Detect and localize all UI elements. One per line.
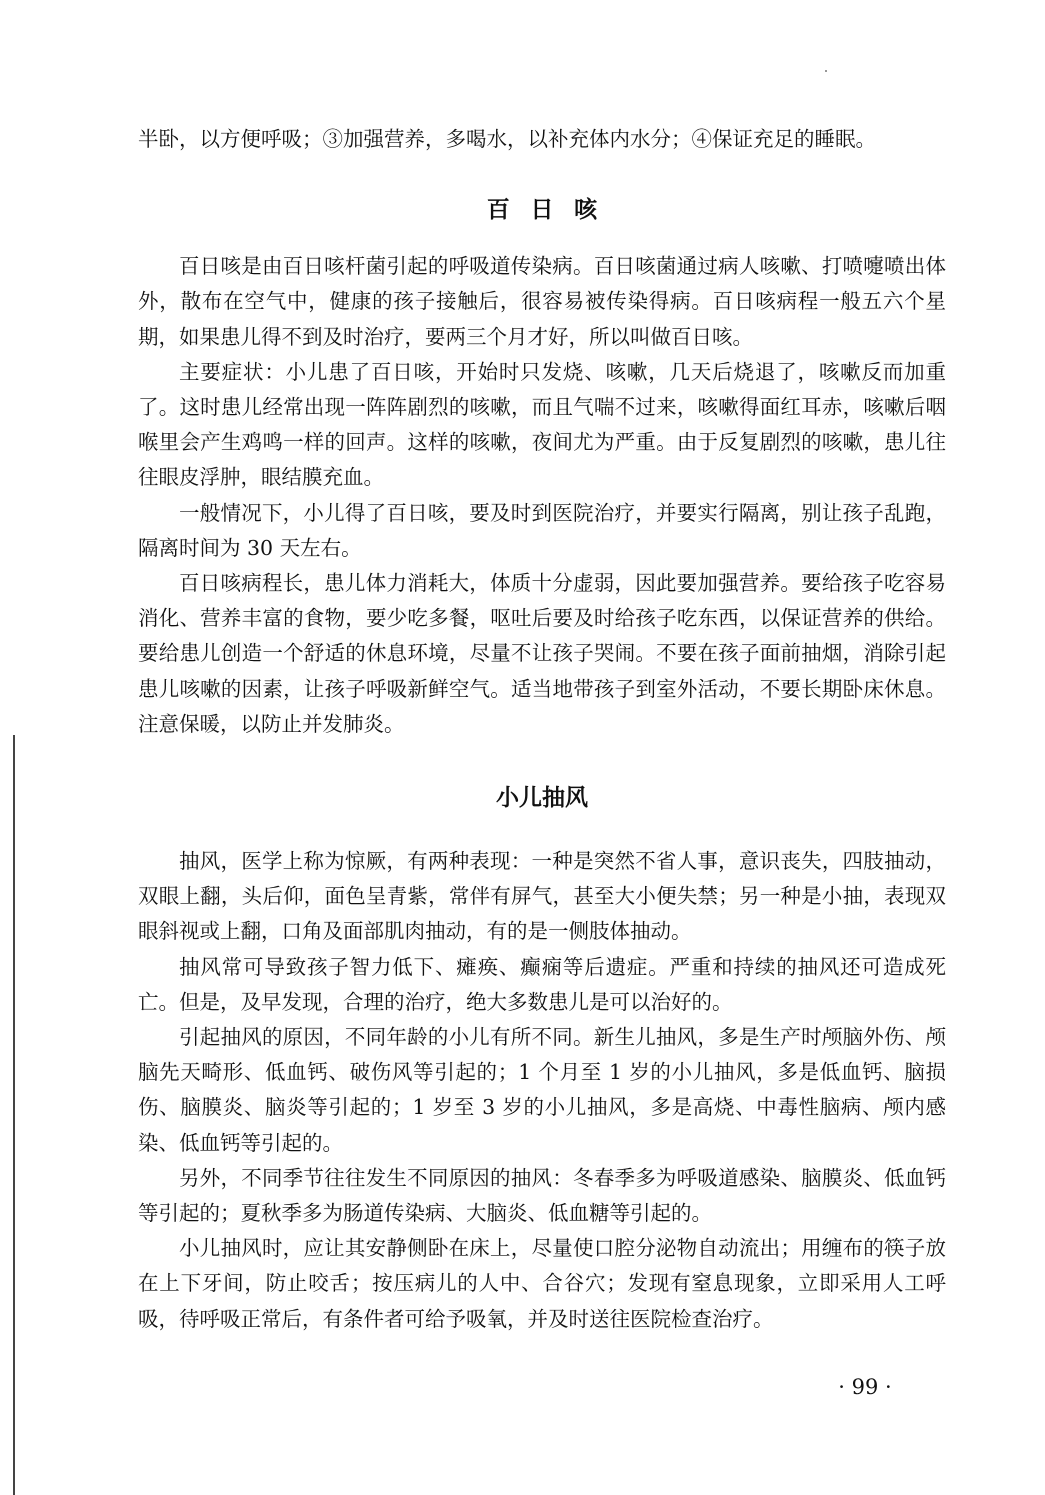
continued-paragraph: 半卧，以方便呼吸；③加强营养，多喝水，以补充体内水分；④保证充足的睡眠。 <box>138 127 876 151</box>
paragraph-pertussis-symptoms: 主要症状：小儿患了百日咳，开始时只发烧、咳嗽，几天后烧退了，咳嗽反而加重了。这时患儿经常出现一阵阵剧烈的咳嗽，而且气喘不过来，咳嗽得面红耳赤，咳嗽后咽喉里会产生鸡鸣一样的回声。这样的咳嗽，夜间尤为严重。由于反复剧烈的咳嗽，患儿往往眼皮浮肿，眼结膜充血。 <box>138 359 946 490</box>
paragraph-convulsion-causes-season: 另外，不同季节往往发生不同原因的抽风：冬春季多为呼吸道感染、脑膜炎、低血钙等引起的；夏秋季多为肠道传染病、大脑炎、低血糖等引起的。 <box>138 1165 946 1226</box>
paragraph-convulsion-definition: 抽风，医学上称为惊厥，有两种表现：一种是突然不省人事，意识丧失，四肢抽动，双眼上翻，头后仰，面色呈青紫，常伴有屏气，甚至大小便失禁；另一种是小抽，表现双眼斜视或上翻，口角及面部肌肉抽动，有的是一侧肢体抽动。 <box>138 849 946 944</box>
section-title-convulsion: 小儿抽风 <box>496 785 588 812</box>
paragraph-pertussis-intro: 百日咳是由百日咳杆菌引起的呼吸道传染病。百日咳菌通过病人咳嗽、打喷嚏喷出体外，散布在空气中，健康的孩子接触后，很容易被传染得病。百日咳病程一般五六个星期，如果患儿得不到及时治疗，要两三个月才好，所以叫做百日咳。 <box>138 254 946 349</box>
paragraph-convulsion-causes-age: 引起抽风的原因，不同年龄的小儿有所不同。新生儿抽风，多是生产时颅脑外伤、颅脑先天畸形、低血钙、破伤风等引起的；1 个月至 1 岁的小儿抽风，多是低血钙、脑损伤、脑膜炎、脑炎等引起的；1 岁至 3 岁的小儿抽风，多是高烧、中毒性脑病、颅内感染、低血钙等引起的。 <box>138 1025 946 1155</box>
section-title-pertussis: 百日咳 <box>486 197 618 224</box>
page-body <box>138 122 946 1337</box>
binding-edge-line <box>13 735 15 1495</box>
scan-speck <box>825 70 827 72</box>
paragraph-pertussis-care: 百日咳病程长，患儿体力消耗大，体质十分虚弱，因此要加强营养。要给孩子吃容易消化、营养丰富的食物，要少吃多餐，呕吐后要及时给孩子吃东西，以保证营养的供给。要给患儿创造一个舒适的休息环境，尽量不让孩子哭闹。不要在孩子面前抽烟，消除引起患儿咳嗽的因素，让孩子呼吸新鲜空气。适当地带孩子到室外活动，不要长期卧床休息。注意保暖，以防止并发肺炎。 <box>138 571 946 736</box>
page-number: · 99 · <box>838 1375 892 1399</box>
paragraph-convulsion-sequelae: 抽风常可导致孩子智力低下、瘫痪、癫痫等后遗症。严重和持续的抽风还可造成死亡。但是，及早发现，合理的治疗，绝大多数患儿是可以治好的。 <box>138 954 946 1014</box>
paragraph-pertussis-isolation: 一般情况下，小儿得了百日咳，要及时到医院治疗，并要实行隔离，别让孩子乱跑，隔离时间为 30 天左右。 <box>138 500 946 560</box>
paragraph-convulsion-first-aid: 小儿抽风时，应让其安静侧卧在床上，尽量使口腔分泌物自动流出；用缠布的筷子放在上下牙间，防止咬舌；按压病儿的人中、合谷穴；发现有窒息现象，立即采用人工呼吸，待呼吸正常后，有条件者可给予吸氧，并及时送往医院检查治疗。 <box>138 1236 946 1331</box>
